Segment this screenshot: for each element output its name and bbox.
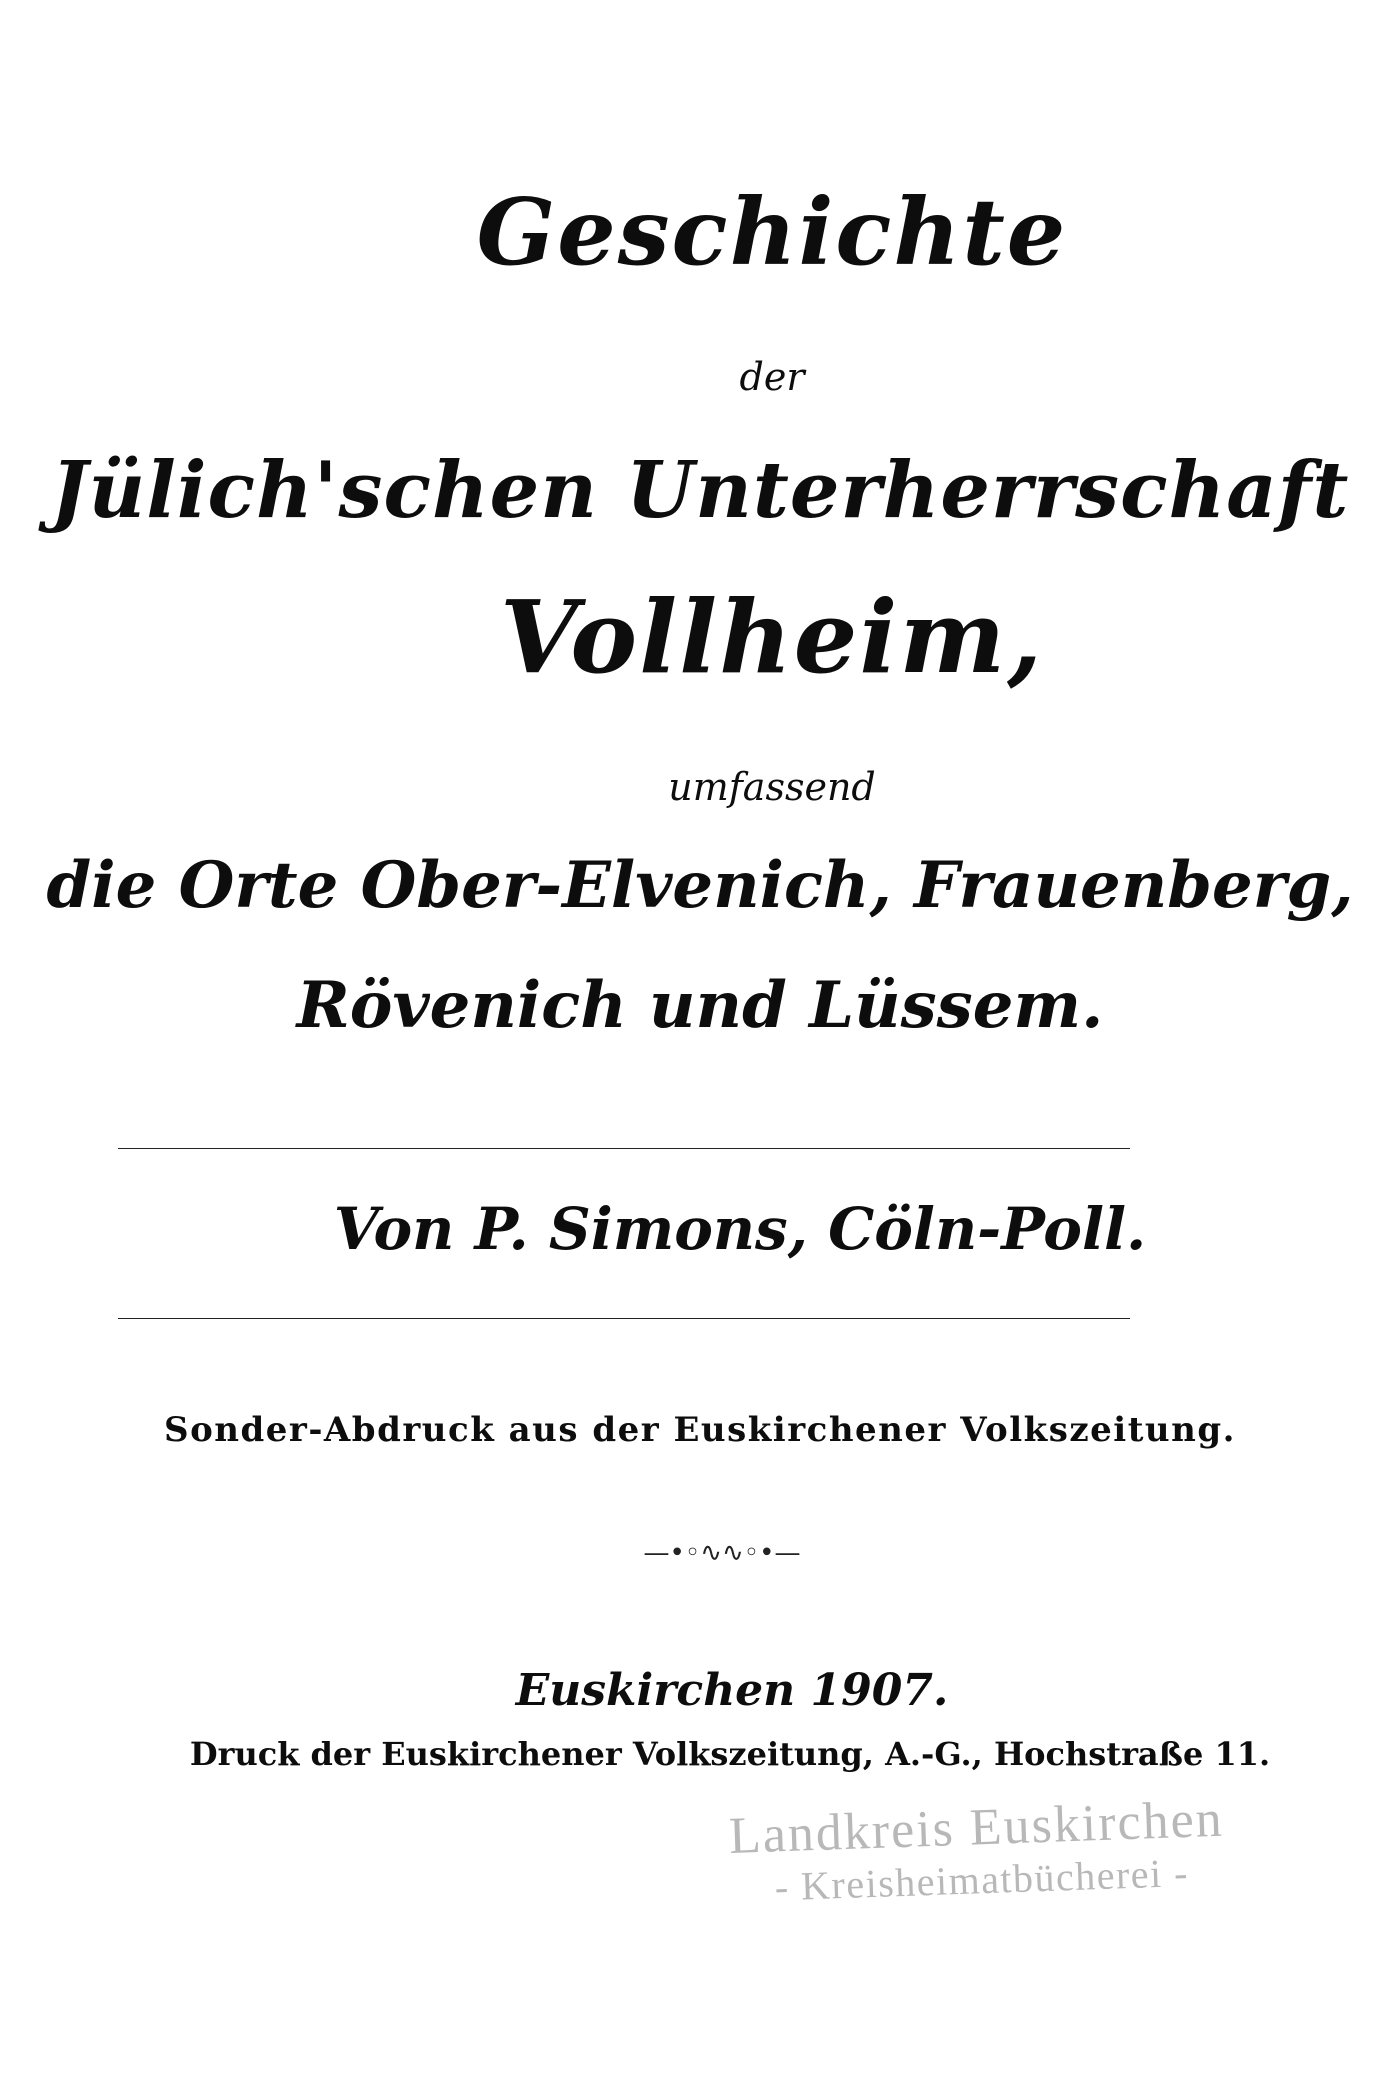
connector-umfassend: umfassend [668,765,876,809]
reprint-note: Sonder-Abdruck aus der Euskirchener Volkszeitung. [164,1410,1236,1450]
book-subtitle: Jülich'schen Unterherrschaft [50,445,1350,536]
book-title: Geschichte [476,178,1068,286]
stamp-line-2: - Kreisheimatbücherei - [774,1850,1190,1910]
publication-place-year: Euskirchen 1907. [515,1665,949,1716]
library-stamp [728,1788,1291,1913]
connector-der: der [739,355,805,399]
place-name: Vollheim, [499,578,1045,696]
stamp-line-1: Landkreis Euskirchen [728,1790,1225,1865]
ornament-divider: —•◦∿∿◦•— [643,1538,801,1568]
divider-bottom [118,1318,1130,1319]
printer-imprint: Druck der Euskirchener Volkszeitung, A.-G., Hochstraße 11. [189,1735,1271,1773]
villages-line-2: Rövenich und Lüssem. [296,968,1104,1043]
villages-line-1: die Orte Ober-Elvenich, Frauenberg, [46,848,1354,923]
divider-top [118,1148,1130,1149]
author-line: Von P. Simons, Cöln-Poll. [333,1195,1147,1263]
